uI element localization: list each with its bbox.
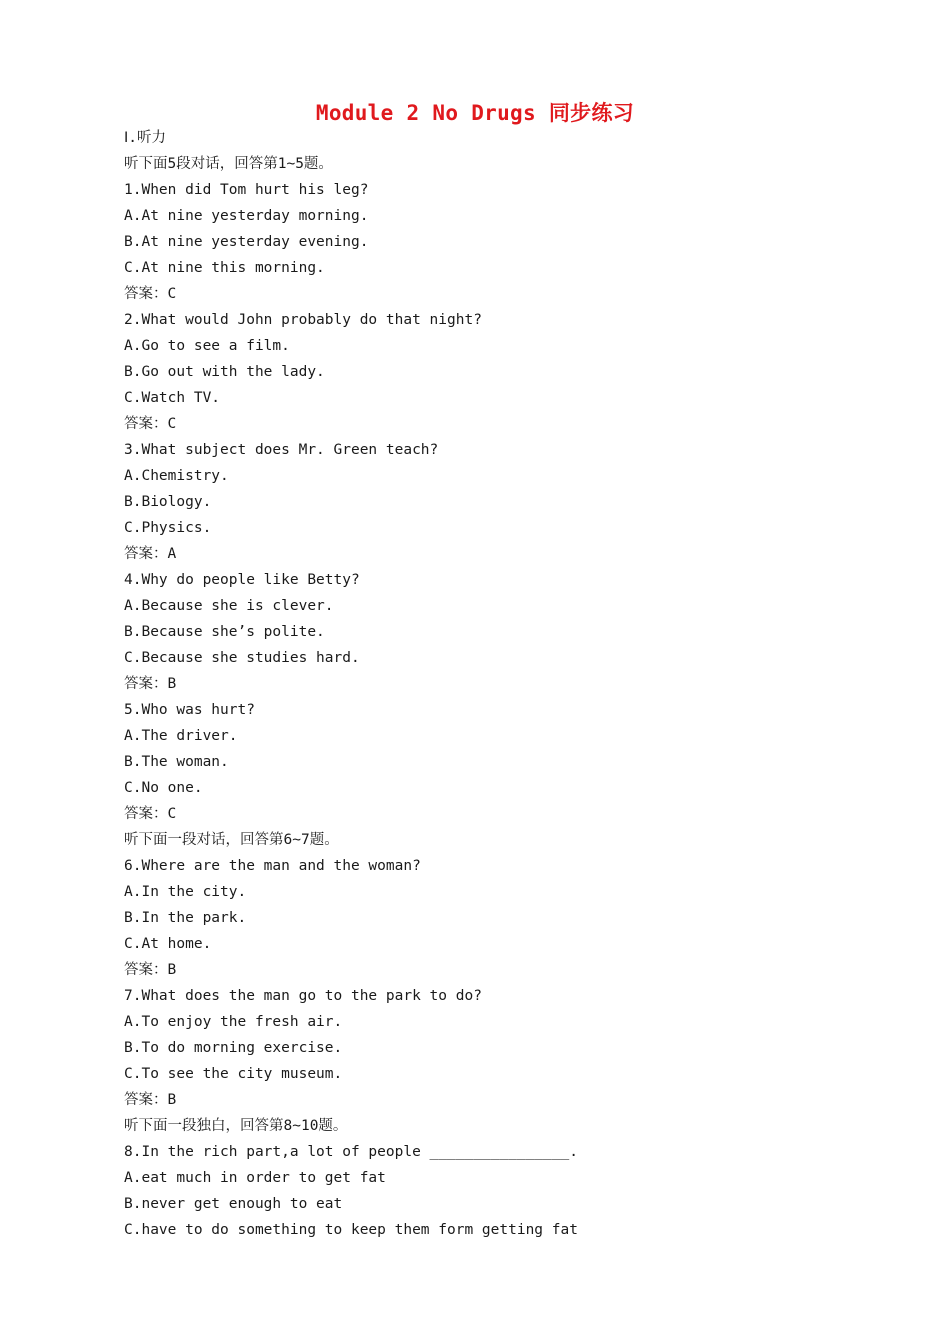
text-line: 答案：C: [124, 416, 177, 432]
text-line: 4.Why do people like Betty?: [124, 572, 360, 588]
text-line: 听下面一段独白，回答第8~10题。: [124, 1118, 348, 1134]
text-line: A.At nine yesterday morning.: [124, 208, 369, 224]
text-line: C.have to do something to keep them form getting fat: [124, 1222, 578, 1238]
text-line: 5.Who was hurt?: [124, 702, 255, 718]
text-line: A.The driver.: [124, 728, 238, 744]
text-line: 听下面5段对话，回答第1~5题。: [124, 156, 333, 172]
text-line: C.To see the city museum.: [124, 1066, 343, 1082]
text-line: A.In the city.: [124, 884, 247, 900]
text-line: C.No one.: [124, 780, 203, 796]
text-line: A.Because she is clever.: [124, 598, 334, 614]
text-line: A.To enjoy the fresh air.: [124, 1014, 343, 1030]
text-line: C.Watch TV.: [124, 390, 221, 406]
text-line: 6.Where are the man and the woman?: [124, 858, 421, 874]
text-line: B.never get enough to eat: [124, 1196, 343, 1212]
text-line: 答案：B: [124, 1092, 177, 1108]
text-line: A.Chemistry.: [124, 468, 229, 484]
text-line: 8.In the rich part,a lot of people ________________.: [124, 1144, 578, 1160]
text-line: C.At nine this morning.: [124, 260, 325, 276]
text-line: B.Go out with the lady.: [124, 364, 325, 380]
document-body: [124, 125, 844, 1243]
text-line: C.At home.: [124, 936, 212, 952]
text-line: B.The woman.: [124, 754, 229, 770]
page-title: Module 2 No Drugs 同步练习: [315, 101, 635, 125]
text-line: B.In the park.: [124, 910, 247, 926]
text-line: 3.What subject does Mr. Green teach?: [124, 442, 439, 458]
text-line: 7.What does the man go to the park to do?: [124, 988, 482, 1004]
text-line: 1.When did Tom hurt his leg?: [124, 182, 369, 198]
text-line: 答案：B: [124, 676, 177, 692]
text-line: B.At nine yesterday evening.: [124, 234, 369, 250]
text-line: B.To do morning exercise.: [124, 1040, 343, 1056]
text-line: A.eat much in order to get fat: [124, 1170, 386, 1186]
text-line: 答案：B: [124, 962, 177, 978]
text-line: 答案：A: [124, 546, 177, 562]
text-line: A.Go to see a film.: [124, 338, 290, 354]
text-line: B.Biology.: [124, 494, 212, 510]
text-line: 听下面一段对话，回答第6~7题。: [124, 832, 339, 848]
text-line: 答案：C: [124, 806, 177, 822]
text-line: B.Because she’s polite.: [124, 624, 325, 640]
text-line: 答案：C: [124, 286, 177, 302]
text-line: Ⅰ.听力: [124, 130, 167, 146]
text-line: 2.What would John probably do that night?: [124, 312, 482, 328]
text-line: C.Because she studies hard.: [124, 650, 360, 666]
text-line: C.Physics.: [124, 520, 212, 536]
